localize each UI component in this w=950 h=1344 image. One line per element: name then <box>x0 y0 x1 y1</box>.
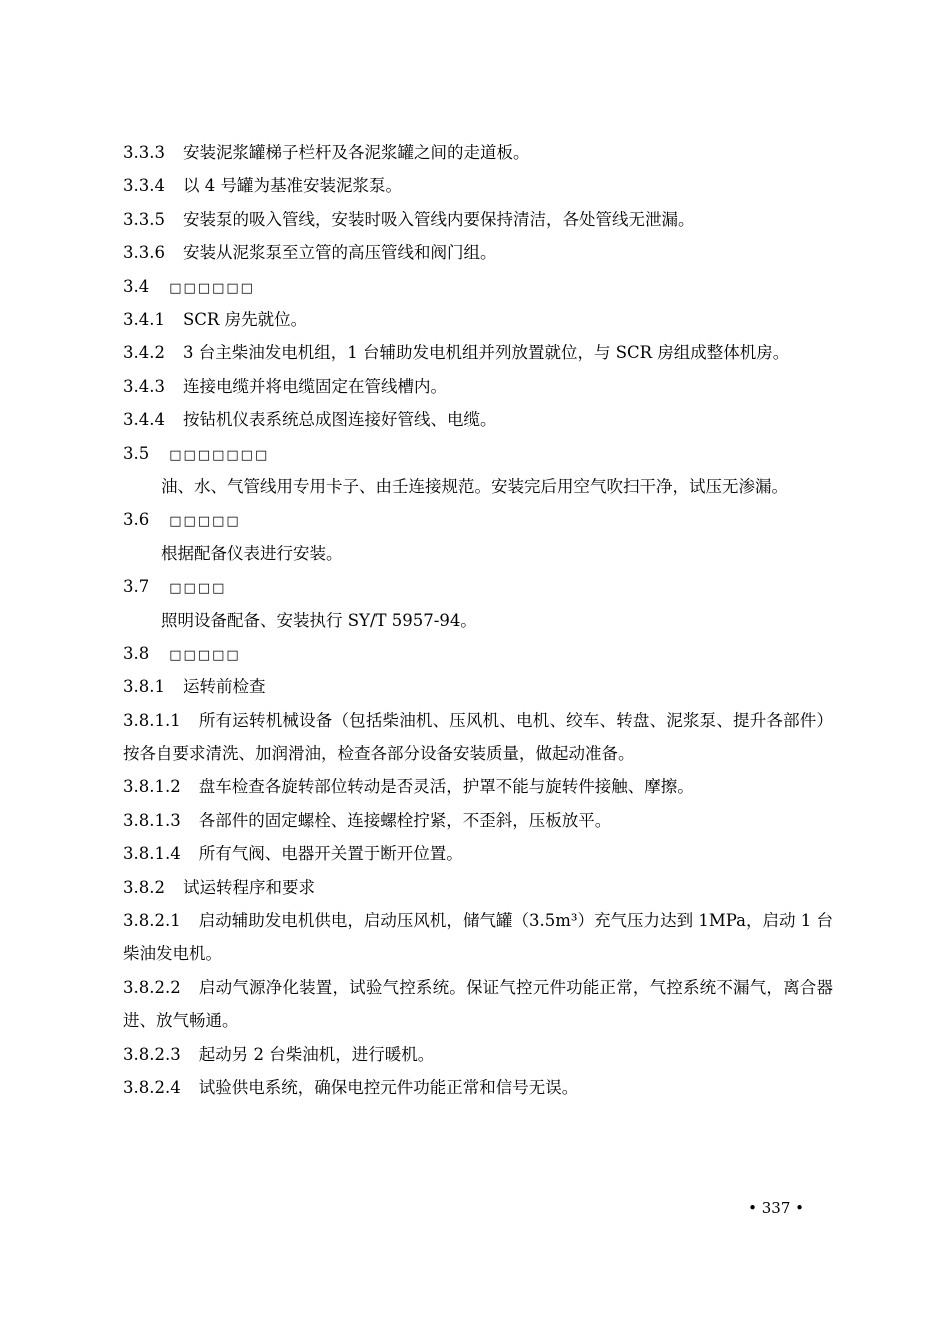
clause-3-3-5 <box>123 203 833 236</box>
clause-text: 试验供电系统，确保电控元件功能正常和信号无误。 <box>198 1078 579 1098</box>
section-title: □□□□□□ <box>169 280 255 296</box>
page-number: • 337 • <box>748 1199 804 1217</box>
paragraph-3-7 <box>123 604 833 637</box>
clause-text: 以 4 号罐为基准安装泥浆泵。 <box>182 176 402 196</box>
clause-text: 运转前检查 <box>182 677 266 697</box>
clause-number: 3.8.1.4 <box>123 844 181 864</box>
clause-number: 3.8.1.3 <box>123 810 181 830</box>
clause-number: 3.3.6 <box>123 243 165 263</box>
section-number: 3.5 <box>123 443 150 463</box>
clause-text: 所有运转机械设备（包括柴油机、压风机、电机、绞车、转盘、泥浆泵、提升各部件）按各自要求清洗、加润滑油，检查各部分设备安装质量，做起动准备。 <box>123 710 833 764</box>
clause-text: SCR 房先就位。 <box>182 309 308 329</box>
clause-text: 安装从泥浆泵至立管的高压管线和阀门组。 <box>182 243 497 263</box>
section-heading-3-6 <box>123 503 833 536</box>
clause-text: 按钻机仪表系统总成图连接好管线、电缆。 <box>182 410 497 430</box>
clause-number: 3.8.2.4 <box>123 1078 181 1098</box>
clause-text: 试运转程序和要求 <box>182 877 315 897</box>
clause-text: 盘车检查各旋转部位转动是否灵活，护罩不能与旋转件接触、摩擦。 <box>198 777 694 797</box>
paragraph-3-6 <box>123 537 833 570</box>
clause-text: 各部件的固定螺栓、连接螺栓拧紧，不歪斜，压板放平。 <box>198 810 612 830</box>
clause-number: 3.8.2.1 <box>123 911 181 931</box>
clause-text: 3 台主柴油发电机组，1 台辅助发电机组并列放置就位，与 SCR 房组成整体机房。 <box>182 343 790 363</box>
clause-3-8-1-3 <box>123 804 833 837</box>
clause-text: 所有气阀、电器开关置于断开位置。 <box>198 844 463 864</box>
section-number: 3.6 <box>123 510 150 530</box>
section-number: 3.4 <box>123 276 150 296</box>
clause-3-4-3 <box>123 370 833 403</box>
clause-3-8-1-2 <box>123 770 833 803</box>
clause-3-3-4 <box>123 169 833 202</box>
clause-number: 3.3.4 <box>123 176 165 196</box>
clause-text: 连接电缆并将电缆固定在管线槽内。 <box>182 376 447 396</box>
clause-text: 安装泥浆罐梯子栏杆及各泥浆罐之间的走道板。 <box>182 143 530 162</box>
clause-number: 3.3.5 <box>123 209 165 229</box>
clause-3-8-1-1 <box>123 704 833 771</box>
section-title: □□□□ <box>169 581 227 597</box>
section-heading-3-4 <box>123 270 833 303</box>
clause-number: 3.8.1 <box>123 677 165 697</box>
section-heading-3-7 <box>123 570 833 603</box>
clause-3-8-1-4 <box>123 837 833 870</box>
clause-text: 启动气源净化装置，试验气控系统。保证气控元件功能正常，气控系统不漏气，离合器进、放气畅通。 <box>123 977 833 1031</box>
section-title: □□□□□ <box>169 514 241 530</box>
clause-text: 安装泵的吸入管线，安装时吸入管线内要保持清洁，各处管线无泄漏。 <box>182 209 695 229</box>
clause-number: 3.4.2 <box>123 343 165 363</box>
clause-3-8-2-1 <box>123 904 833 971</box>
clause-3-4-4 <box>123 403 833 436</box>
clause-3-8-1 <box>123 670 833 703</box>
body-text <box>123 136 833 1104</box>
clause-number: 3.8.2.2 <box>123 977 181 997</box>
section-heading-3-5 <box>123 437 833 470</box>
clause-3-3-6 <box>123 236 833 269</box>
paragraph-3-5 <box>123 470 833 503</box>
clause-number: 3.8.1.2 <box>123 777 181 797</box>
clause-number: 3.4.3 <box>123 376 165 396</box>
clause-3-3-3 <box>123 136 833 169</box>
section-title: □□□□□□□ <box>169 447 270 463</box>
clause-number: 3.8.2.3 <box>123 1044 181 1064</box>
clause-3-4-1 <box>123 303 833 336</box>
paragraph-text: 根据配备仪表进行安装。 <box>161 543 343 563</box>
clause-number: 3.4.1 <box>123 309 165 329</box>
section-number: 3.8 <box>123 643 150 663</box>
clause-3-8-2-2 <box>123 971 833 1038</box>
paragraph-text: 照明设备配备、安装执行 SY/T 5957-94。 <box>161 610 477 630</box>
clause-text: 起动另 2 台柴油机，进行暖机。 <box>198 1044 435 1064</box>
paragraph-text: 油、水、气管线用专用卡子、由壬连接规范。安装完后用空气吹扫干净，试压无渗漏。 <box>161 476 788 496</box>
section-heading-3-8 <box>123 637 833 670</box>
clause-text: 启动辅助发电机供电，启动压风机，储气罐（3.5m³）充气压力达到 1MPa，启动 1 台柴油发电机。 <box>123 911 833 964</box>
clause-3-4-2 <box>123 336 833 369</box>
clause-3-8-2-3 <box>123 1038 833 1071</box>
clause-3-8-2-4 <box>123 1071 833 1104</box>
clause-number: 3.4.4 <box>123 410 165 430</box>
clause-3-8-2 <box>123 871 833 904</box>
section-title: □□□□□ <box>169 647 241 663</box>
clause-number: 3.8.1.1 <box>123 710 181 730</box>
clause-number: 3.3.3 <box>123 143 165 162</box>
clause-number: 3.8.2 <box>123 877 165 897</box>
section-number: 3.7 <box>123 577 150 597</box>
